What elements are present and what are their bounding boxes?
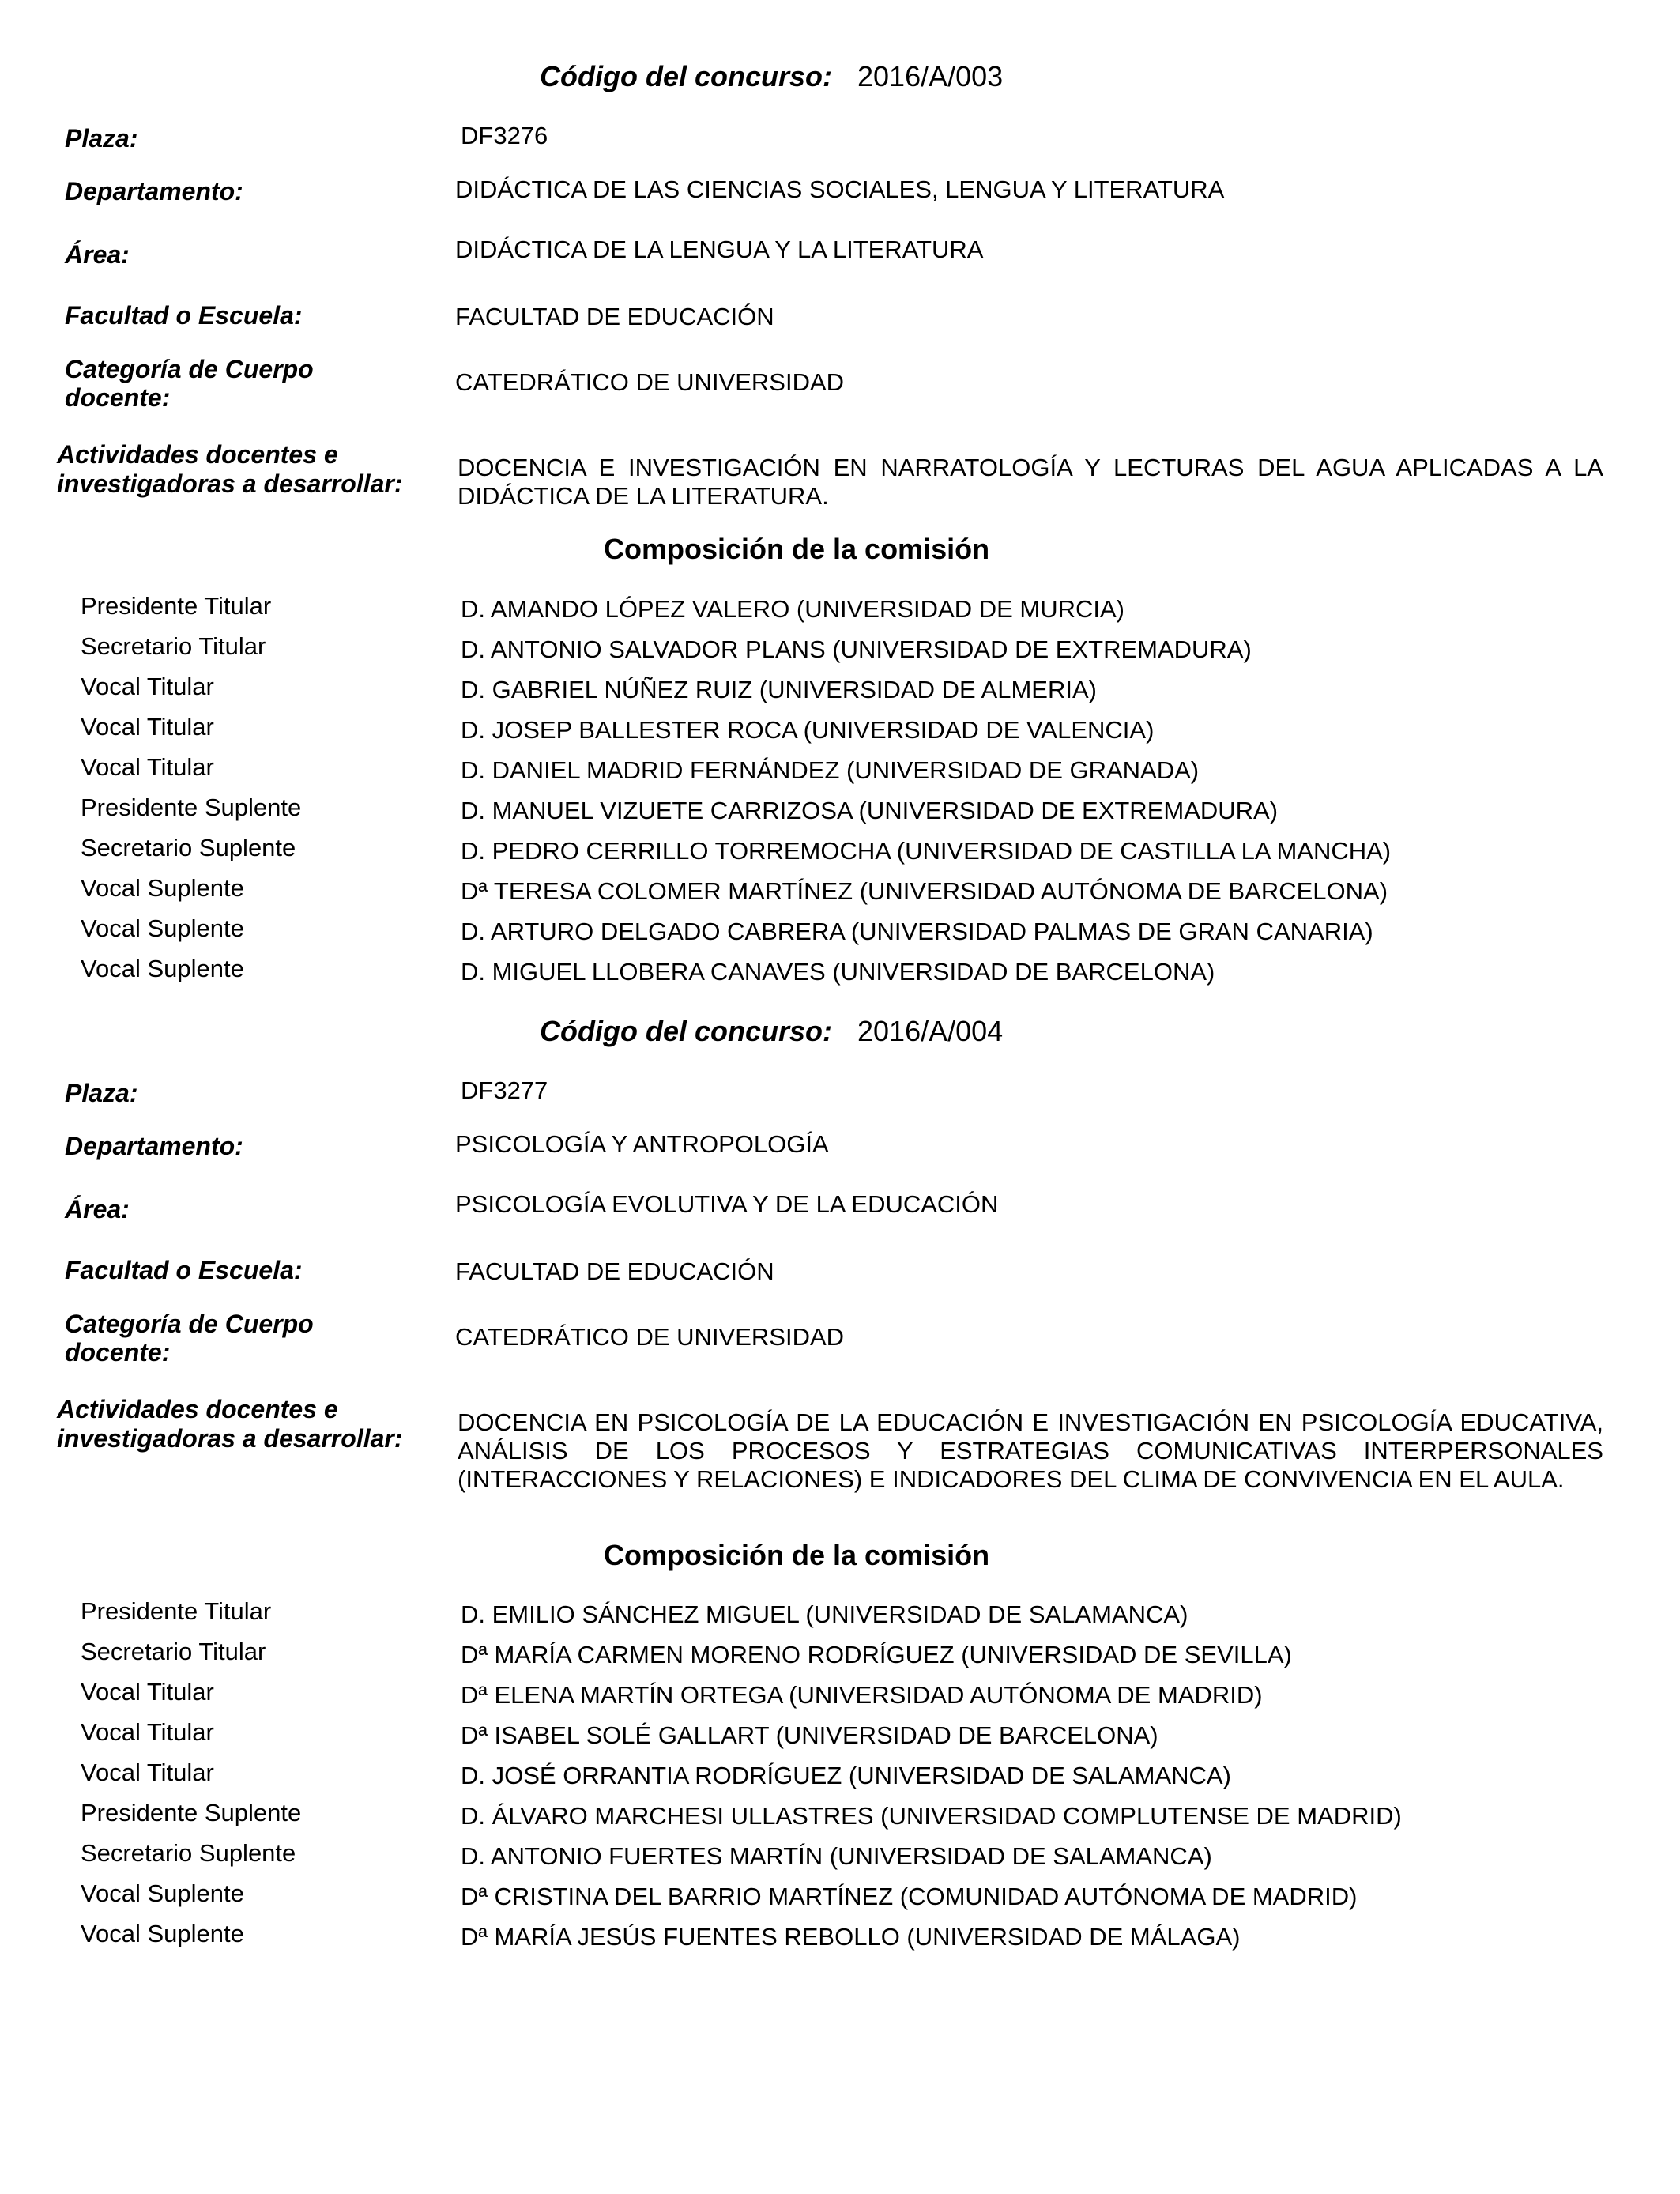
comision-member: D. JOSÉ ORRANTIA RODRÍGUEZ (UNIVERSIDAD DE SALAMANCA) — [461, 1762, 1231, 1789]
area-value: PSICOLOGÍA EVOLUTIVA Y DE LA EDUCACIÓN — [455, 1190, 999, 1218]
comision-role: Vocal Titular — [81, 713, 214, 741]
categoria-value: CATEDRÁTICO DE UNIVERSIDAD — [455, 1323, 845, 1351]
comision-member: Dª MARÍA CARMEN MORENO RODRÍGUEZ (UNIVERSIDAD DE SEVILLA) — [461, 1641, 1292, 1668]
comision-role: Vocal Suplente — [81, 1879, 244, 1907]
comision-role: Vocal Titular — [81, 1718, 214, 1746]
comision-role: Secretario Titular — [81, 632, 266, 660]
comision-heading: Composición de la comisión — [604, 1539, 990, 1571]
comision-role: Vocal Titular — [81, 673, 214, 700]
facultad-label: Facultad o Escuela: — [65, 301, 303, 330]
comision-role: Vocal Titular — [81, 1759, 214, 1786]
actividades-label-line-1: Actividades docentes e — [57, 440, 338, 469]
comision-member: Dª MARÍA JESÚS FUENTES REBOLLO (UNIVERSIDAD DE MÁLAGA) — [461, 1923, 1241, 1951]
comision-role: Secretario Titular — [81, 1638, 266, 1665]
categoria-label-line-2: docente: — [65, 383, 171, 412]
actividades-value: DOCENCIA E INVESTIGACIÓN EN NARRATOLOGÍA Y LECTURAS DEL AGUA APLICADAS A LA DIDÁCTICA DE LA LITERATURA. — [458, 454, 1603, 510]
codigo-value: 2016/A/003 — [857, 60, 1004, 92]
comision-heading: Composición de la comisión — [604, 533, 990, 565]
comision-member: D. ÁLVARO MARCHESI ULLASTRES (UNIVERSIDAD COMPLUTENSE DE MADRID) — [461, 1802, 1402, 1830]
actividades-label-line-2: investigadoras a desarrollar: — [57, 1424, 403, 1453]
comision-member: D. EMILIO SÁNCHEZ MIGUEL (UNIVERSIDAD DE SALAMANCA) — [461, 1600, 1188, 1628]
codigo-value: 2016/A/004 — [857, 1015, 1004, 1047]
actividades-value: DOCENCIA EN PSICOLOGÍA DE LA EDUCACIÓN E INVESTIGACIÓN EN PSICOLOGÍA EDUCATIVA, ANÁLISIS DE LOS PROCESOS Y ESTRATEGIAS COMUNICATIVAS INTERPERSONALES (INTERACCIONES Y RELACIONES) E INDICADORES DEL CLIMA DE CONVIVENCIA EN EL AULA. — [458, 1408, 1603, 1493]
area-value: DIDÁCTICA DE LA LENGUA Y LA LITERATURA — [455, 236, 984, 263]
plaza-label: Plaza: — [65, 124, 138, 153]
comision-role: Vocal Suplente — [81, 1920, 244, 1947]
area-label: Área: — [65, 1195, 130, 1223]
plaza-label: Plaza: — [65, 1079, 138, 1107]
comision-member: Dª ELENA MARTÍN ORTEGA (UNIVERSIDAD AUTÓNOMA DE MADRID) — [461, 1681, 1263, 1709]
comision-member: D. MIGUEL LLOBERA CANAVES (UNIVERSIDAD DE BARCELONA) — [461, 958, 1215, 986]
facultad-label: Facultad o Escuela: — [65, 1256, 303, 1284]
comision-role: Presidente Suplente — [81, 794, 302, 821]
comision-member: D. AMANDO LÓPEZ VALERO (UNIVERSIDAD DE MURCIA) — [461, 595, 1124, 623]
comision-role: Vocal Titular — [81, 1678, 214, 1706]
comision-member: D. DANIEL MADRID FERNÁNDEZ (UNIVERSIDAD DE GRANADA) — [461, 756, 1200, 784]
comision-role: Secretario Suplente — [81, 834, 296, 861]
categoria-label-line-2: docente: — [65, 1338, 171, 1367]
comision-member: D. PEDRO CERRILLO TORREMOCHA (UNIVERSIDAD DE CASTILLA LA MANCHA) — [461, 837, 1392, 865]
comision-member: D. ANTONIO FUERTES MARTÍN (UNIVERSIDAD DE SALAMANCA) — [461, 1842, 1212, 1870]
comision-member: Dª ISABEL SOLÉ GALLART (UNIVERSIDAD DE BARCELONA) — [461, 1721, 1158, 1749]
actividades-label-line-1: Actividades docentes e — [57, 1395, 338, 1423]
facultad-value: FACULTAD DE EDUCACIÓN — [455, 303, 774, 330]
codigo-label: Código del concurso: — [540, 1015, 833, 1047]
categoria-value: CATEDRÁTICO DE UNIVERSIDAD — [455, 368, 845, 396]
departamento-label: Departamento: — [65, 177, 243, 205]
departamento-value: PSICOLOGÍA Y ANTROPOLOGÍA — [455, 1130, 829, 1158]
comision-member: D. MANUEL VIZUETE CARRIZOSA (UNIVERSIDAD DE EXTREMADURA) — [461, 797, 1279, 824]
codigo-label: Código del concurso: — [540, 60, 833, 92]
comision-role: Vocal Titular — [81, 753, 214, 781]
comision-member: D. GABRIEL NÚÑEZ RUIZ (UNIVERSIDAD DE ALMERIA) — [461, 676, 1097, 703]
facultad-value: FACULTAD DE EDUCACIÓN — [455, 1257, 774, 1285]
comision-role: Presidente Titular — [81, 592, 272, 620]
comision-role: Vocal Suplente — [81, 914, 244, 942]
comision-role: Secretario Suplente — [81, 1839, 296, 1867]
comision-role: Vocal Suplente — [81, 874, 244, 902]
actividades-label-line-2: investigadoras a desarrollar: — [57, 469, 403, 498]
comision-role: Presidente Suplente — [81, 1799, 302, 1826]
departamento-label: Departamento: — [65, 1132, 243, 1160]
comision-member: D. JOSEP BALLESTER ROCA (UNIVERSIDAD DE VALENCIA) — [461, 716, 1155, 744]
area-label: Área: — [65, 240, 130, 269]
plaza-value: DF3276 — [461, 122, 548, 149]
categoria-label-line-1: Categoría de Cuerpo — [65, 1310, 314, 1338]
categoria-label-line-1: Categoría de Cuerpo — [65, 355, 314, 383]
comision-role: Presidente Titular — [81, 1597, 272, 1625]
comision-member: Dª TERESA COLOMER MARTÍNEZ (UNIVERSIDAD AUTÓNOMA DE BARCELONA) — [461, 877, 1388, 905]
departamento-value: DIDÁCTICA DE LAS CIENCIAS SOCIALES, LENGUA Y LITERATURA — [455, 175, 1225, 203]
comision-member: D. ARTURO DELGADO CABRERA (UNIVERSIDAD PALMAS DE GRAN CANARIA) — [461, 918, 1373, 945]
comision-member: D. ANTONIO SALVADOR PLANS (UNIVERSIDAD DE EXTREMADURA) — [461, 635, 1252, 663]
plaza-value: DF3277 — [461, 1076, 548, 1104]
comision-role: Vocal Suplente — [81, 955, 244, 982]
comision-member: Dª CRISTINA DEL BARRIO MARTÍNEZ (COMUNIDAD AUTÓNOMA DE MADRID) — [461, 1883, 1358, 1910]
